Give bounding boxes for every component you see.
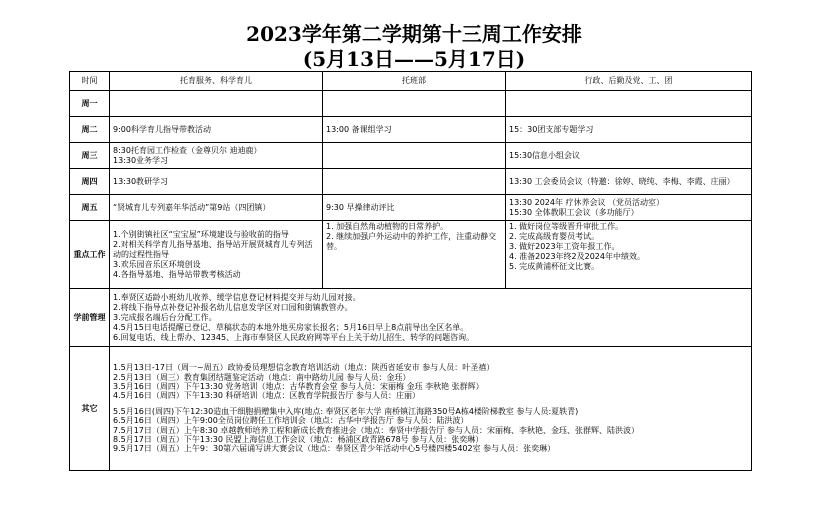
- cell-childcare: [110, 169, 323, 195]
- cell-line: 4. 准备2023年终2及2024年中绩效。: [509, 252, 645, 261]
- cell-line: 1.个别街镇社区“宝宝屋”环境建设与验收前的指导: [113, 229, 289, 239]
- header-admin: 行政、后勤及党、工、团: [506, 72, 752, 91]
- cell-admin: [506, 117, 752, 143]
- cell-line: 3.完成报名端后台分配工作。: [113, 312, 217, 322]
- cell-childcare: [110, 117, 323, 143]
- cell-admin: [506, 169, 752, 195]
- cell-line: 1.奉贤区适龄小班幼儿收养、缓学信息登记材料提交并与幼儿园对接。: [113, 292, 361, 302]
- cell-childcare: [110, 143, 323, 169]
- cell-line: 6.回复电话、线上帮办、12345、上海市奉贤区人民政府网等平台上关于幼儿招生、转学的问题咨询。: [113, 332, 475, 342]
- others-label: 其它: [70, 347, 110, 471]
- cell-line: 9.5月17日（周五）上午9：30第六届诵写讲大赛会议（地点：奉贤区青少年活动中心5号楼四楼5402室 参与人员：张奕琳）: [113, 444, 556, 454]
- page-title: 2023学年第二学期第十三周工作安排: [246, 22, 582, 46]
- cell-line: 3.5月16日（周四）下午13:30 党务培训（地点：古华教育会堂 参与人员：宋丽梅 金珏 李秋艳 张群辉）: [113, 381, 484, 391]
- day-label: 周四: [70, 169, 110, 195]
- cell-nursery: [323, 91, 506, 117]
- cell-line: 13:30 2024年 疗休养会议 （党员活动室）: [509, 197, 665, 207]
- cell-childcare: [110, 91, 323, 117]
- cell-line: 13:00 备课组学习: [326, 124, 392, 134]
- cell-line: 1. 加强自然角动植物的日常养护。: [326, 222, 449, 231]
- day-label: 周三: [70, 143, 110, 169]
- cell-line: 6.5月16日（周四）上午9:00全员岗位聘任工作培训会（地点：古华中学报告厅 参与人员：陆洪波）: [113, 416, 469, 426]
- cell-line: 2. 继续加强户外运动中的养护工作，注重动静交替。: [326, 232, 497, 251]
- key-work-label: 重点工作: [70, 221, 110, 289]
- table-row: [70, 117, 752, 143]
- cell-line: 5. 完成黄浦杯征文比赛。: [509, 262, 600, 271]
- day-label: 周五: [70, 195, 110, 221]
- cell-line: 8:30托育园工作检查（金尊贝尔 迪迪鹿）: [113, 145, 262, 155]
- cell-line: 13:30教研学习: [113, 176, 169, 186]
- cell-line: 7.5月17日（周五）上午8:30 卓越教师培养工程和新成长教育推进会（地点：奉贤中学报告厅 参与人员：宋丽梅、李秋艳、金珏、张群辉、陆洪波）: [113, 425, 639, 435]
- cell-line: 3.欢乐园音乐区环境创设: [113, 259, 201, 269]
- cell-line: 1.5月13日-17日（周一~周五）政协委员理想信念教育培训活动（地点：陕西省延安市 参与人员：叶圣禧）: [113, 363, 495, 373]
- preschool-content: [110, 289, 752, 347]
- others-group-b: [113, 407, 748, 454]
- page-subtitle: (5月13日——5月17日): [302, 47, 526, 71]
- cell-line: 8.5月17日（周五）下午13:30 民盟上海信息工作会议（地点：杨浦区政青路678号 参与人员：张奕琳）: [113, 435, 484, 445]
- schedule-table: [69, 71, 752, 471]
- day-label: 周一: [70, 91, 110, 117]
- table-row: [70, 143, 752, 169]
- key-work-nursery: [323, 221, 506, 289]
- key-work-row: [70, 221, 752, 289]
- cell-line: 13:30业务学习: [113, 155, 169, 165]
- key-work-childcare: [110, 221, 323, 289]
- cell-line: 2.将线下指导点补登记补报名幼儿信息发学区对口园和街镇教管办。: [113, 302, 353, 312]
- day-label: 周二: [70, 117, 110, 143]
- others-group-a: [113, 363, 748, 401]
- cell-admin: [506, 143, 752, 169]
- header-childcare: 托育服务、科学育儿: [110, 72, 323, 91]
- cell-line: “贤城育儿专列嘉年华活动”第9站（四团镇）: [113, 202, 271, 212]
- cell-childcare: [110, 195, 323, 221]
- header-row: [70, 72, 752, 91]
- cell-line: 2.对相关科学育儿指导基地、指导站开展贤城育儿专列活动的过程性指导: [113, 239, 313, 259]
- table-row: [70, 169, 752, 195]
- others-row: [70, 347, 752, 471]
- key-work-admin: [506, 221, 752, 289]
- cell-line: 5.5月16日(周四)下午12:30造血干细胞捐赠集中入库(地点: 奉贤区老年大学 南桥镇江海路350号A栋4楼阶梯教室 参与人员:夏轶青): [113, 406, 579, 416]
- cell-line: 2.5月13日（周三）教育集团结题鉴定活动（地点：南中路幼儿园 参与人员：金珏）: [113, 372, 411, 382]
- cell-line: 15:30 全体教职工会议（多功能厅）: [509, 207, 639, 217]
- cell-line: 9:00科学育儿指导带教活动: [113, 124, 211, 134]
- header-nursery: 托班部: [323, 72, 506, 91]
- cell-admin: [506, 91, 752, 117]
- cell-line: 1. 做好岗位等级晋升审批工作。: [509, 222, 624, 231]
- cell-line: 4.各指导基地、指导站带教考核活动: [113, 269, 241, 279]
- cell-line: 3. 做好2023年工资年报工作。: [509, 242, 620, 251]
- header-time: 时间: [70, 72, 110, 91]
- cell-line: 2. 完成高级育婴员考试。: [509, 232, 600, 241]
- table-row: [70, 91, 752, 117]
- others-content: [110, 347, 752, 471]
- cell-line: 9:30 早操律动评比: [326, 202, 395, 212]
- cell-line: 4.5月15日电话提醒已登记、草稿状态的本地外地买房家长报名；5月16日早上8点前导出全区名单。: [113, 322, 469, 332]
- table-row: [70, 195, 752, 221]
- preschool-row: [70, 289, 752, 347]
- cell-admin: [506, 195, 752, 221]
- cell-line: 13:30 工会委员会议（特邀：徐婷、晓纯、李梅、李霞、庄丽）: [509, 176, 735, 186]
- cell-nursery: [323, 143, 506, 169]
- cell-nursery: [323, 169, 506, 195]
- cell-line: 4.5月16日（周四）下午13:30 科研培训（地点：区教育学院报告厅 参与人员：庄丽）: [113, 391, 421, 401]
- cell-line: 15:30信息小组会议: [509, 150, 581, 160]
- cell-line: 15：30团支部专题学习: [509, 124, 594, 134]
- cell-nursery: [323, 195, 506, 221]
- cell-nursery: [323, 117, 506, 143]
- preschool-label: 学前管理: [70, 289, 110, 347]
